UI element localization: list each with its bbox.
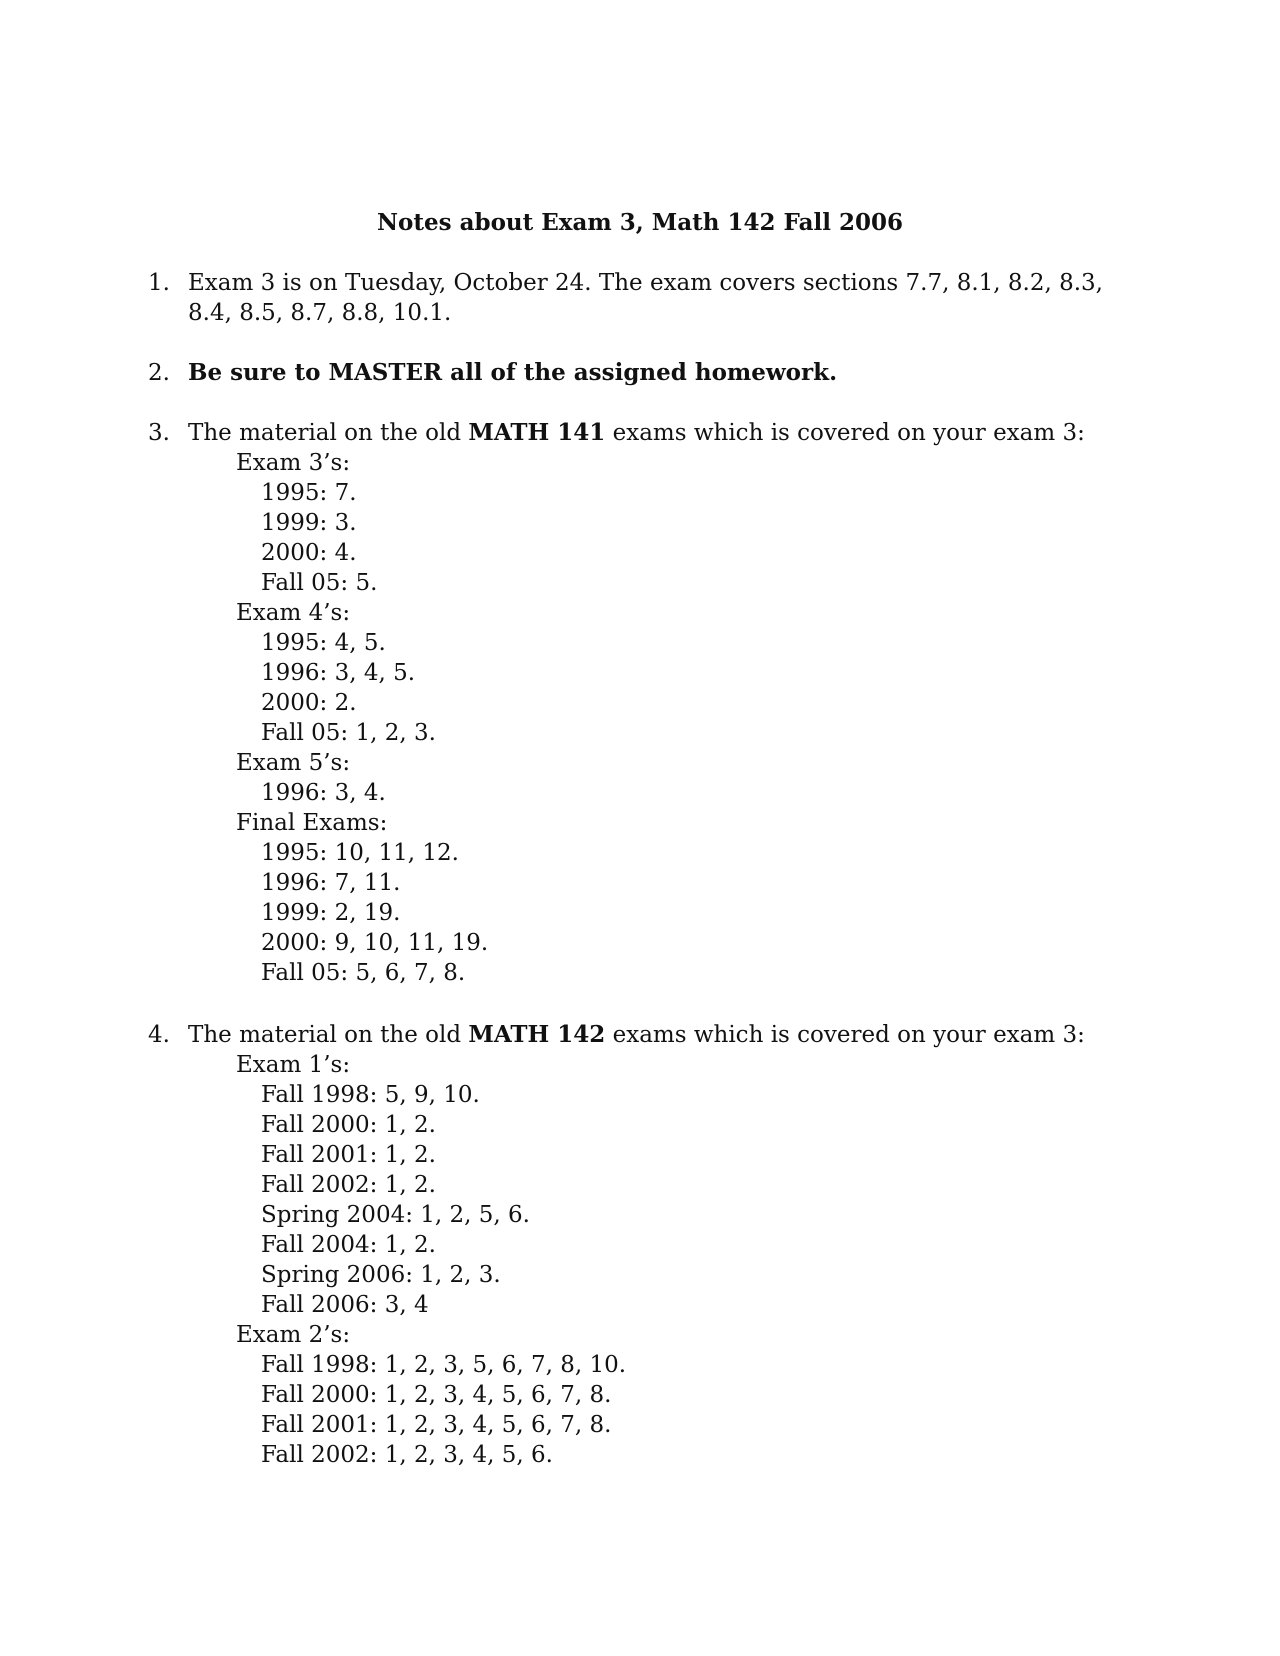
list-entry: 2000: 4. — [261, 540, 357, 566]
group-label: Exam 2’s: — [236, 1322, 351, 1348]
item-text-line: 8.4, 8.5, 8.7, 8.8, 10.1. — [188, 300, 452, 326]
item-text-line: Exam 3 is on Tuesday, October 24. The exam covers sections 7.7, 8.1, 8.2, 8.3, — [188, 270, 1103, 296]
intro-post: exams which is covered on your exam 3: — [605, 1022, 1085, 1048]
list-entry: Spring 2004: 1, 2, 5, 6. — [261, 1202, 530, 1228]
intro-pre: The material on the old — [188, 420, 469, 446]
list-entry: Fall 2001: 1, 2. — [261, 1142, 436, 1168]
list-entry: Fall 1998: 5, 9, 10. — [261, 1082, 480, 1108]
list-entry: 1995: 7. — [261, 480, 357, 506]
list-entry: 1995: 10, 11, 12. — [261, 840, 459, 866]
list-entry: Fall 2002: 1, 2, 3, 4, 5, 6. — [261, 1442, 553, 1468]
list-entry: 1996: 7, 11. — [261, 870, 401, 896]
list-entry: Fall 05: 1, 2, 3. — [261, 720, 436, 746]
list-entry: Fall 2006: 3, 4 — [261, 1292, 429, 1318]
intro-post: exams which is covered on your exam 3: — [605, 420, 1085, 446]
page-title: Notes about Exam 3, Math 142 Fall 2006 — [377, 209, 903, 236]
list-item-2 — [148, 358, 1048, 388]
item-intro — [188, 418, 1085, 448]
intro-course: MATH 141 — [468, 419, 606, 446]
list-entry: Fall 2000: 1, 2, 3, 4, 5, 6, 7, 8. — [261, 1382, 612, 1408]
list-entry: 1996: 3, 4, 5. — [261, 660, 416, 686]
list-entry: Fall 2000: 1, 2. — [261, 1112, 436, 1138]
list-entry: Fall 2004: 1, 2. — [261, 1232, 436, 1258]
exam-groups — [148, 1050, 1048, 1470]
list-item-1 — [148, 268, 1103, 328]
list-item-3 — [148, 418, 1085, 988]
list-entry: Fall 1998: 1, 2, 3, 5, 6, 7, 8, 10. — [261, 1352, 627, 1378]
list-entry: 1996: 3, 4. — [261, 780, 386, 806]
list-entry: Fall 05: 5. — [261, 570, 378, 596]
intro-course: MATH 142 — [468, 1021, 606, 1048]
list-entry: Fall 05: 5, 6, 7, 8. — [261, 960, 466, 986]
list-entry: 2000: 9, 10, 11, 19. — [261, 930, 489, 956]
group-label: Final Exams: — [236, 810, 388, 836]
list-entry: Spring 2006: 1, 2, 3. — [261, 1262, 501, 1288]
group-label: Exam 3’s: — [236, 450, 351, 476]
list-entry: Fall 2002: 1, 2. — [261, 1172, 436, 1198]
item-number: 1. — [148, 270, 170, 296]
item-number: 3. — [148, 420, 170, 446]
list-entry: 1999: 2, 19. — [261, 900, 401, 926]
item-intro — [188, 1020, 1085, 1050]
item-text-line: Be sure to MASTER all of the assigned homework. — [188, 359, 838, 386]
list-entry: 2000: 2. — [261, 690, 357, 716]
exam-groups — [148, 448, 1048, 988]
intro-pre: The material on the old — [188, 1022, 469, 1048]
item-number: 2. — [148, 360, 170, 386]
group-label: Exam 4’s: — [236, 600, 351, 626]
list-entry: 1999: 3. — [261, 510, 357, 536]
item-number: 4. — [148, 1022, 170, 1048]
list-entry: Fall 2001: 1, 2, 3, 4, 5, 6, 7, 8. — [261, 1412, 612, 1438]
group-label: Exam 1’s: — [236, 1052, 351, 1078]
list-item-4 — [148, 1020, 1085, 1470]
list-entry: 1995: 4, 5. — [261, 630, 386, 656]
group-label: Exam 5’s: — [236, 750, 351, 776]
